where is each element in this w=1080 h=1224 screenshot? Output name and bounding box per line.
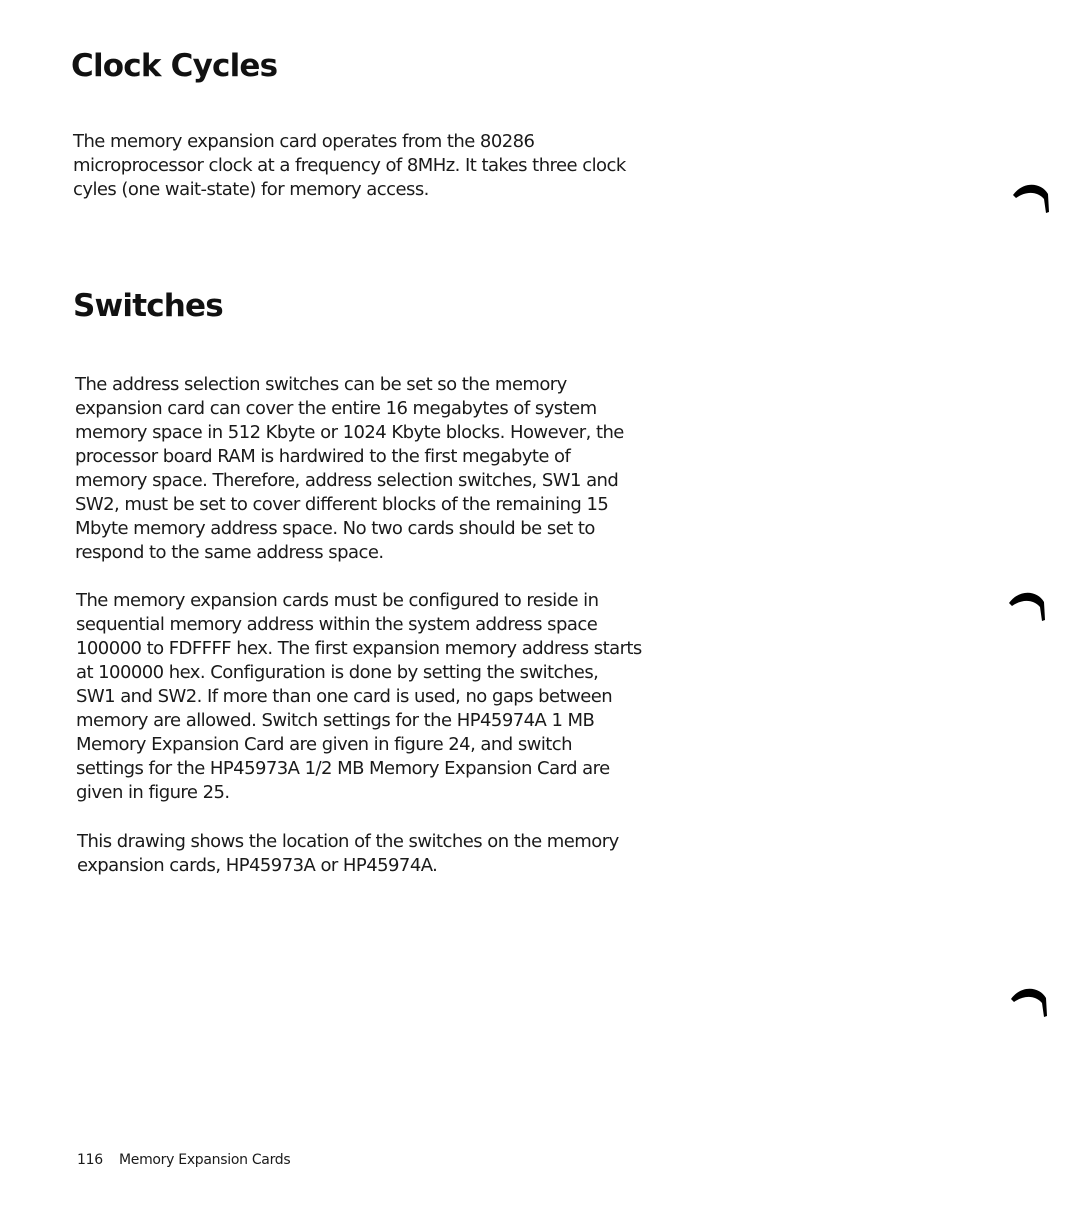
- text-line: sequential memory address within the system address space: [76, 614, 598, 635]
- text-line: settings for the HP45973A 1/2 MB Memory Expansion Card are: [76, 758, 610, 779]
- binding-hole-mark-icon: [1007, 586, 1047, 626]
- text-line: at 100000 hex. Configuration is done by setting the switches,: [76, 662, 599, 683]
- page-footer: [77, 1152, 290, 1168]
- text-line: expansion card can cover the entire 16 megabytes of system: [75, 398, 597, 419]
- paragraph-switches-drawing: [77, 830, 619, 878]
- text-line: cyles (one wait-state) for memory access.: [73, 179, 429, 200]
- heading-switches: Switches: [73, 288, 223, 324]
- text-line: Mbyte memory address space. No two cards should be set to: [75, 518, 595, 539]
- text-line: processor board RAM is hardwired to the first megabyte of: [75, 446, 571, 467]
- paragraph-clock-cycles: [73, 130, 626, 202]
- text-line: The memory expansion cards must be configured to reside in: [76, 590, 599, 611]
- text-line: respond to the same address space.: [75, 542, 384, 563]
- text-line: memory space. Therefore, address selection switches, SW1 and: [75, 470, 619, 491]
- text-line: memory space in 512 Kbyte or 1024 Kbyte blocks. However, the: [75, 422, 624, 443]
- text-line: The address selection switches can be set so the memory: [75, 374, 567, 395]
- text-line: memory are allowed. Switch settings for the HP45974A 1 MB: [76, 710, 595, 731]
- text-line: SW2, must be set to cover different blocks of the remaining 15: [75, 494, 609, 515]
- binding-hole-mark-icon: [1009, 982, 1049, 1022]
- text-line: 100000 to FDFFFF hex. The first expansion memory address starts: [76, 638, 642, 659]
- heading-clock-cycles: Clock Cycles: [71, 48, 278, 84]
- binding-hole-mark-icon: [1011, 178, 1051, 218]
- paragraph-switches-configuration: [76, 589, 642, 805]
- text-line: The memory expansion card operates from the 80286: [73, 131, 535, 152]
- text-line: This drawing shows the location of the switches on the memory: [77, 831, 619, 852]
- text-line: given in figure 25.: [76, 782, 230, 803]
- text-line: SW1 and SW2. If more than one card is used, no gaps between: [76, 686, 613, 707]
- text-line: expansion cards, HP45973A or HP45974A.: [77, 855, 438, 876]
- page-number: 116: [77, 1152, 103, 1168]
- text-line: Memory Expansion Card are given in figure 24, and switch: [76, 734, 572, 755]
- paragraph-switches-address-selection: [75, 373, 624, 565]
- chapter-title: Memory Expansion Cards: [118, 1152, 291, 1168]
- text-line: microprocessor clock at a frequency of 8MHz. It takes three clock: [73, 155, 626, 176]
